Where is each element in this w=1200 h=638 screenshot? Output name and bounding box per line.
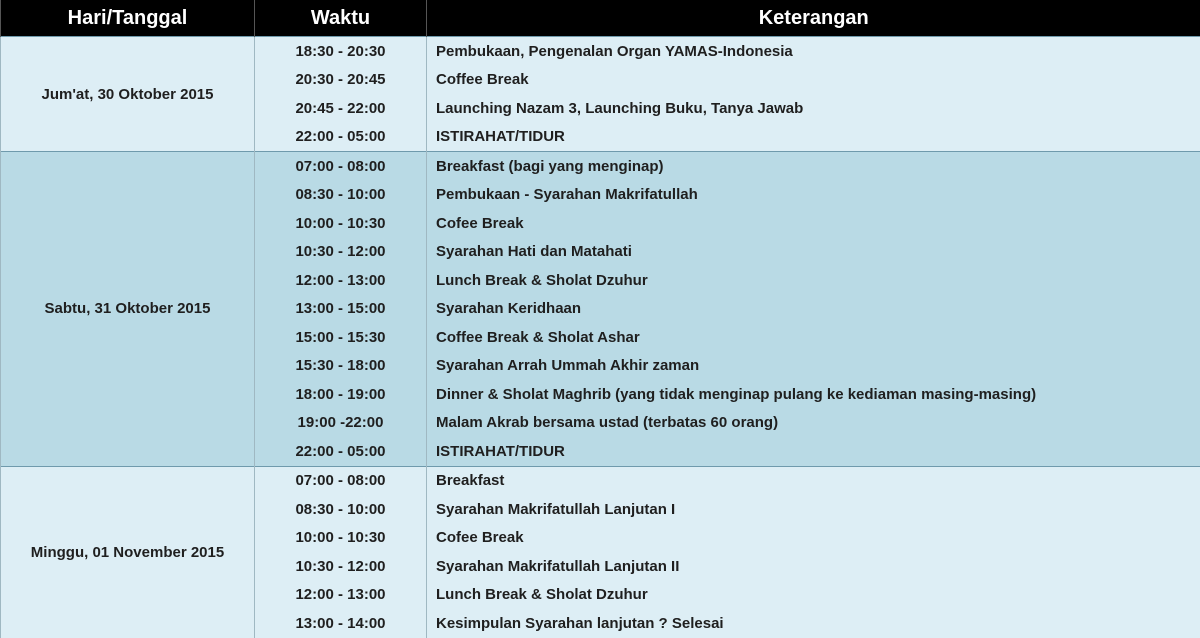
table-header (1, 0, 1200, 37)
header-time: Waktu (255, 0, 427, 37)
time-cell: 10:00 - 10:30 (255, 209, 427, 238)
time-cell: 19:00 -22:00 (255, 409, 427, 438)
day-label: Minggu, 01 November 2015 (1, 466, 255, 638)
header-row (1, 0, 1200, 37)
time-cell: 13:00 - 15:00 (255, 295, 427, 324)
day-label: Jum'at, 30 Oktober 2015 (1, 37, 255, 152)
description-cell: Lunch Break & Sholat Dzuhur (427, 266, 1200, 295)
description-cell: Syarahan Makrifatullah Lanjutan II (427, 552, 1200, 581)
description-cell: ISTIRAHAT/TIDUR (427, 123, 1200, 152)
description-cell: Syarahan Keridhaan (427, 295, 1200, 324)
time-cell: 08:30 - 10:00 (255, 181, 427, 210)
description-cell: Coffee Break & Sholat Ashar (427, 323, 1200, 352)
day-group (1, 466, 1200, 638)
time-cell: 08:30 - 10:00 (255, 495, 427, 524)
time-cell: 15:30 - 18:00 (255, 352, 427, 381)
time-cell: 13:00 - 14:00 (255, 609, 427, 638)
description-cell: Cofee Break (427, 209, 1200, 238)
time-cell: 22:00 - 05:00 (255, 437, 427, 466)
description-cell: Coffee Break (427, 66, 1200, 95)
description-cell: Syarahan Hati dan Matahati (427, 238, 1200, 267)
time-cell: 07:00 - 08:00 (255, 152, 427, 181)
time-cell: 20:30 - 20:45 (255, 66, 427, 95)
time-cell: 12:00 - 13:00 (255, 581, 427, 610)
time-cell: 18:00 - 19:00 (255, 380, 427, 409)
table-row (1, 37, 1200, 66)
table-row (1, 152, 1200, 181)
description-cell: Pembukaan, Pengenalan Organ YAMAS-Indonesia (427, 37, 1200, 66)
table-row (1, 466, 1200, 495)
day-label: Sabtu, 31 Oktober 2015 (1, 152, 255, 467)
description-cell: Syarahan Arrah Ummah Akhir zaman (427, 352, 1200, 381)
time-cell: 15:00 - 15:30 (255, 323, 427, 352)
time-cell: 12:00 - 13:00 (255, 266, 427, 295)
description-cell: Malam Akrab bersama ustad (terbatas 60 orang) (427, 409, 1200, 438)
time-cell: 20:45 - 22:00 (255, 94, 427, 123)
time-cell: 07:00 - 08:00 (255, 466, 427, 495)
description-cell: Pembukaan - Syarahan Makrifatullah (427, 181, 1200, 210)
description-cell: Lunch Break & Sholat Dzuhur (427, 581, 1200, 610)
description-cell: Kesimpulan Syarahan lanjutan ? Selesai (427, 609, 1200, 638)
header-description: Keterangan (427, 0, 1200, 37)
time-cell: 10:00 - 10:30 (255, 524, 427, 553)
time-cell: 10:30 - 12:00 (255, 238, 427, 267)
description-cell: Syarahan Makrifatullah Lanjutan I (427, 495, 1200, 524)
description-cell: Breakfast (427, 466, 1200, 495)
day-group (1, 152, 1200, 467)
description-cell: ISTIRAHAT/TIDUR (427, 437, 1200, 466)
description-cell: Cofee Break (427, 524, 1200, 553)
description-cell: Launching Nazam 3, Launching Buku, Tanya Jawab (427, 94, 1200, 123)
description-cell: Breakfast (bagi yang menginap) (427, 152, 1200, 181)
description-cell: Dinner & Sholat Maghrib (yang tidak menginap pulang ke kediaman masing-masing) (427, 380, 1200, 409)
header-day: Hari/Tanggal (1, 0, 255, 37)
time-cell: 22:00 - 05:00 (255, 123, 427, 152)
time-cell: 18:30 - 20:30 (255, 37, 427, 66)
time-cell: 10:30 - 12:00 (255, 552, 427, 581)
day-group (1, 37, 1200, 152)
